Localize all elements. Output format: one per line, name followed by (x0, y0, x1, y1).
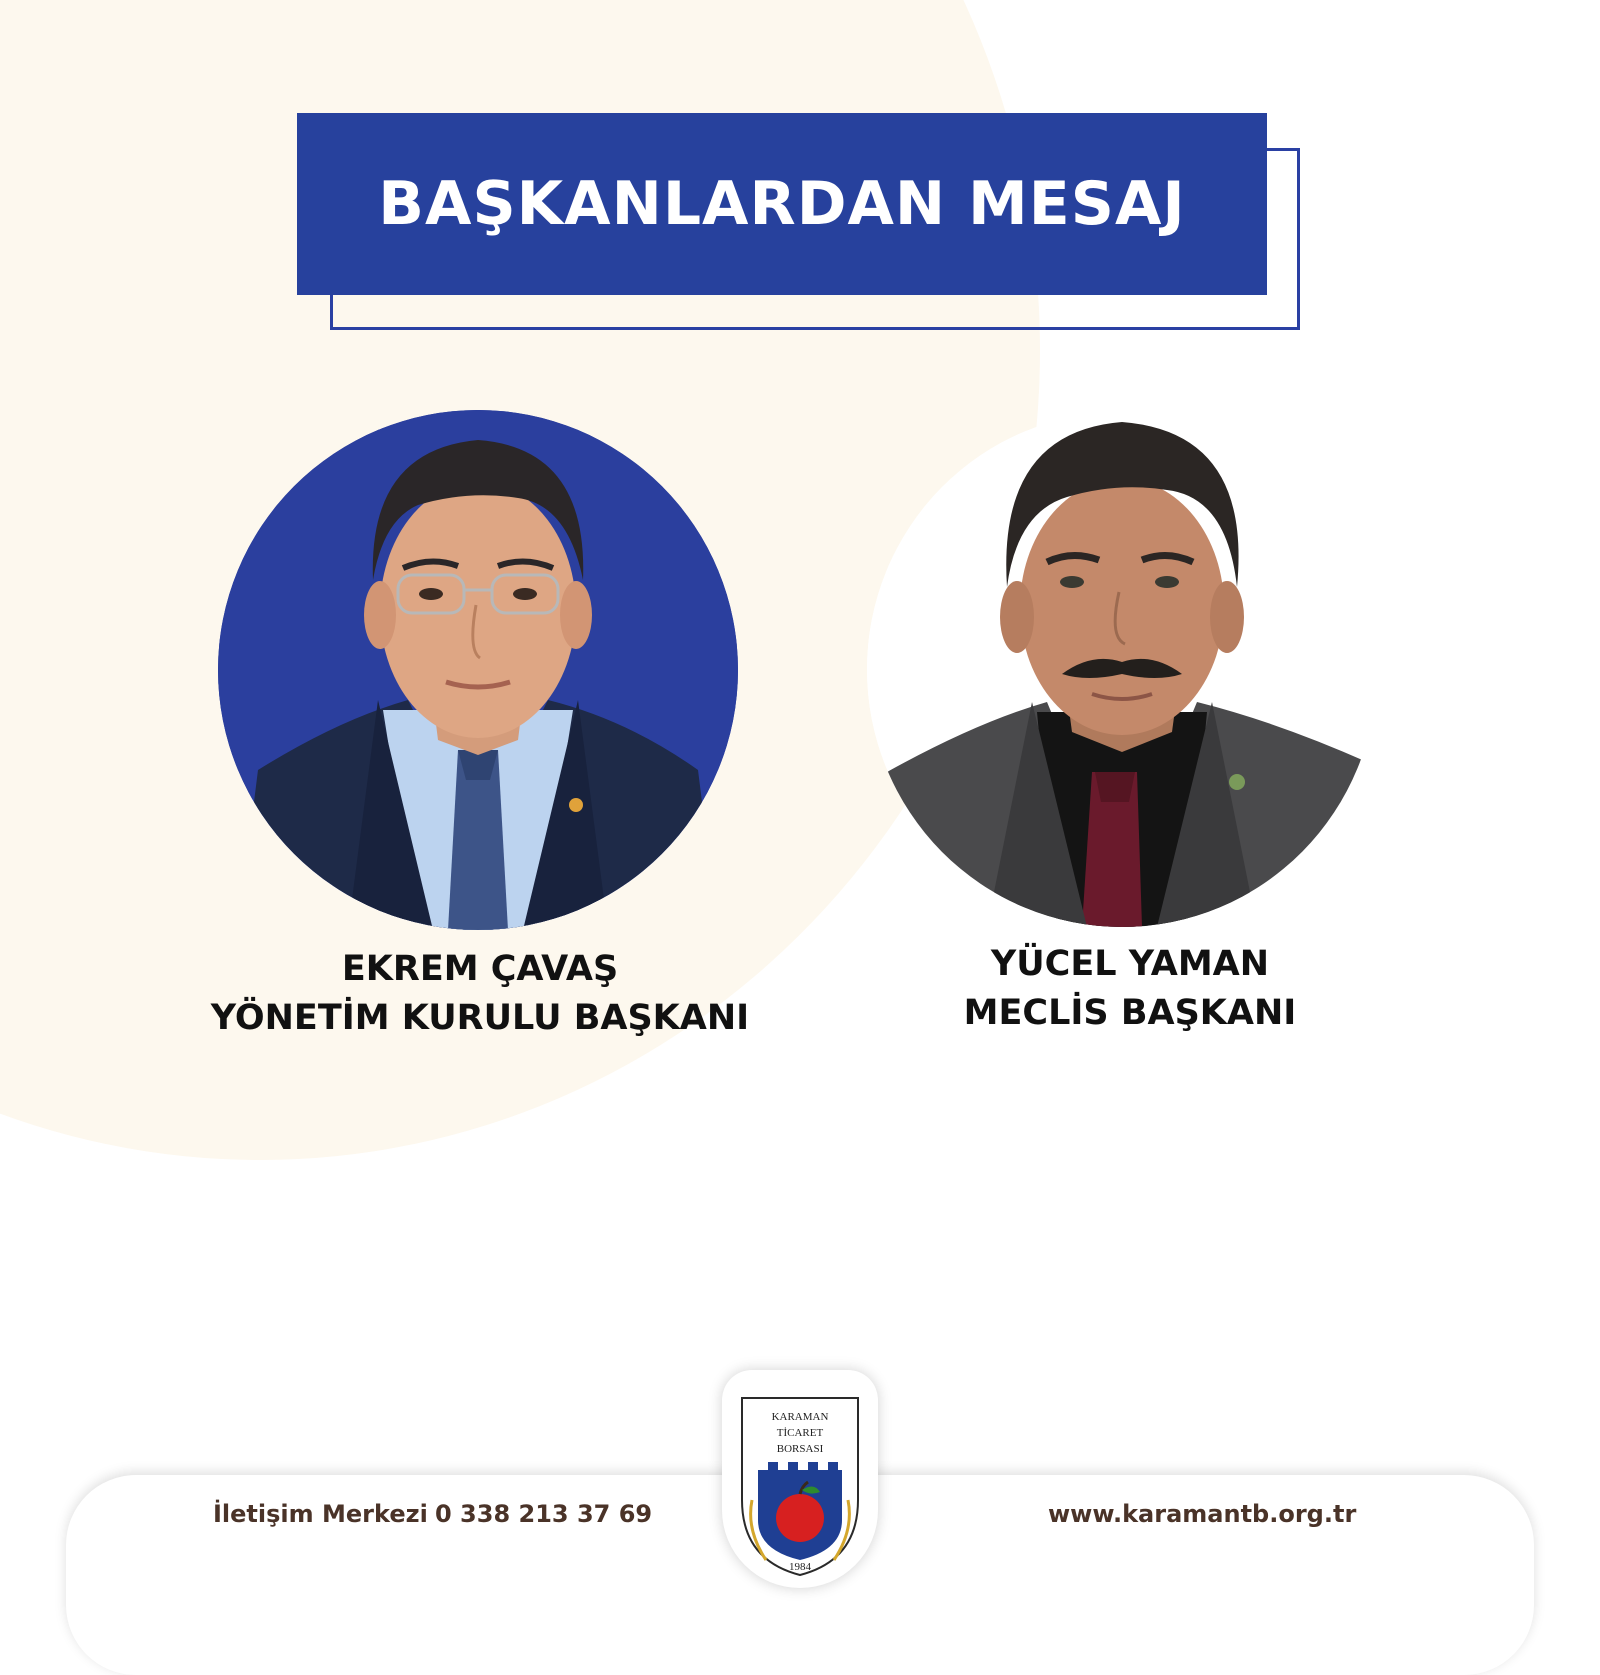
logo-line3: BORSASI (776, 1443, 824, 1455)
person-name: YÜCEL YAMAN (990, 944, 1270, 984)
page-title: BAŞKANLARDAN MESAJ (378, 169, 1186, 239)
karaman-ticaret-borsasi-logo (722, 1370, 878, 1588)
logo-emblem-icon (722, 1370, 878, 1588)
website-link[interactable]: www.karamantb.org.tr (1048, 1500, 1357, 1528)
portrait-ekrem-cavas (218, 410, 738, 930)
person-photo (867, 412, 1377, 927)
person-photo (218, 410, 738, 930)
title-banner (297, 113, 1267, 295)
logo-line2: TİCARET (776, 1427, 824, 1439)
phone-number[interactable]: 0 338 213 37 69 (435, 1500, 653, 1528)
logo-year: 1984 (789, 1561, 811, 1573)
caption-right (850, 940, 1410, 1038)
person-role: YÖNETİM KURULU BAŞKANI (210, 998, 750, 1038)
portrait-yucel-yaman (867, 412, 1377, 927)
person-role: MECLİS BAŞKANI (963, 993, 1297, 1033)
contact-label: İletişim Merkezi (213, 1500, 428, 1528)
caption-left (200, 945, 760, 1043)
person-name: EKREM ÇAVAŞ (341, 949, 619, 989)
logo-line1: KARAMAN (771, 1411, 829, 1423)
